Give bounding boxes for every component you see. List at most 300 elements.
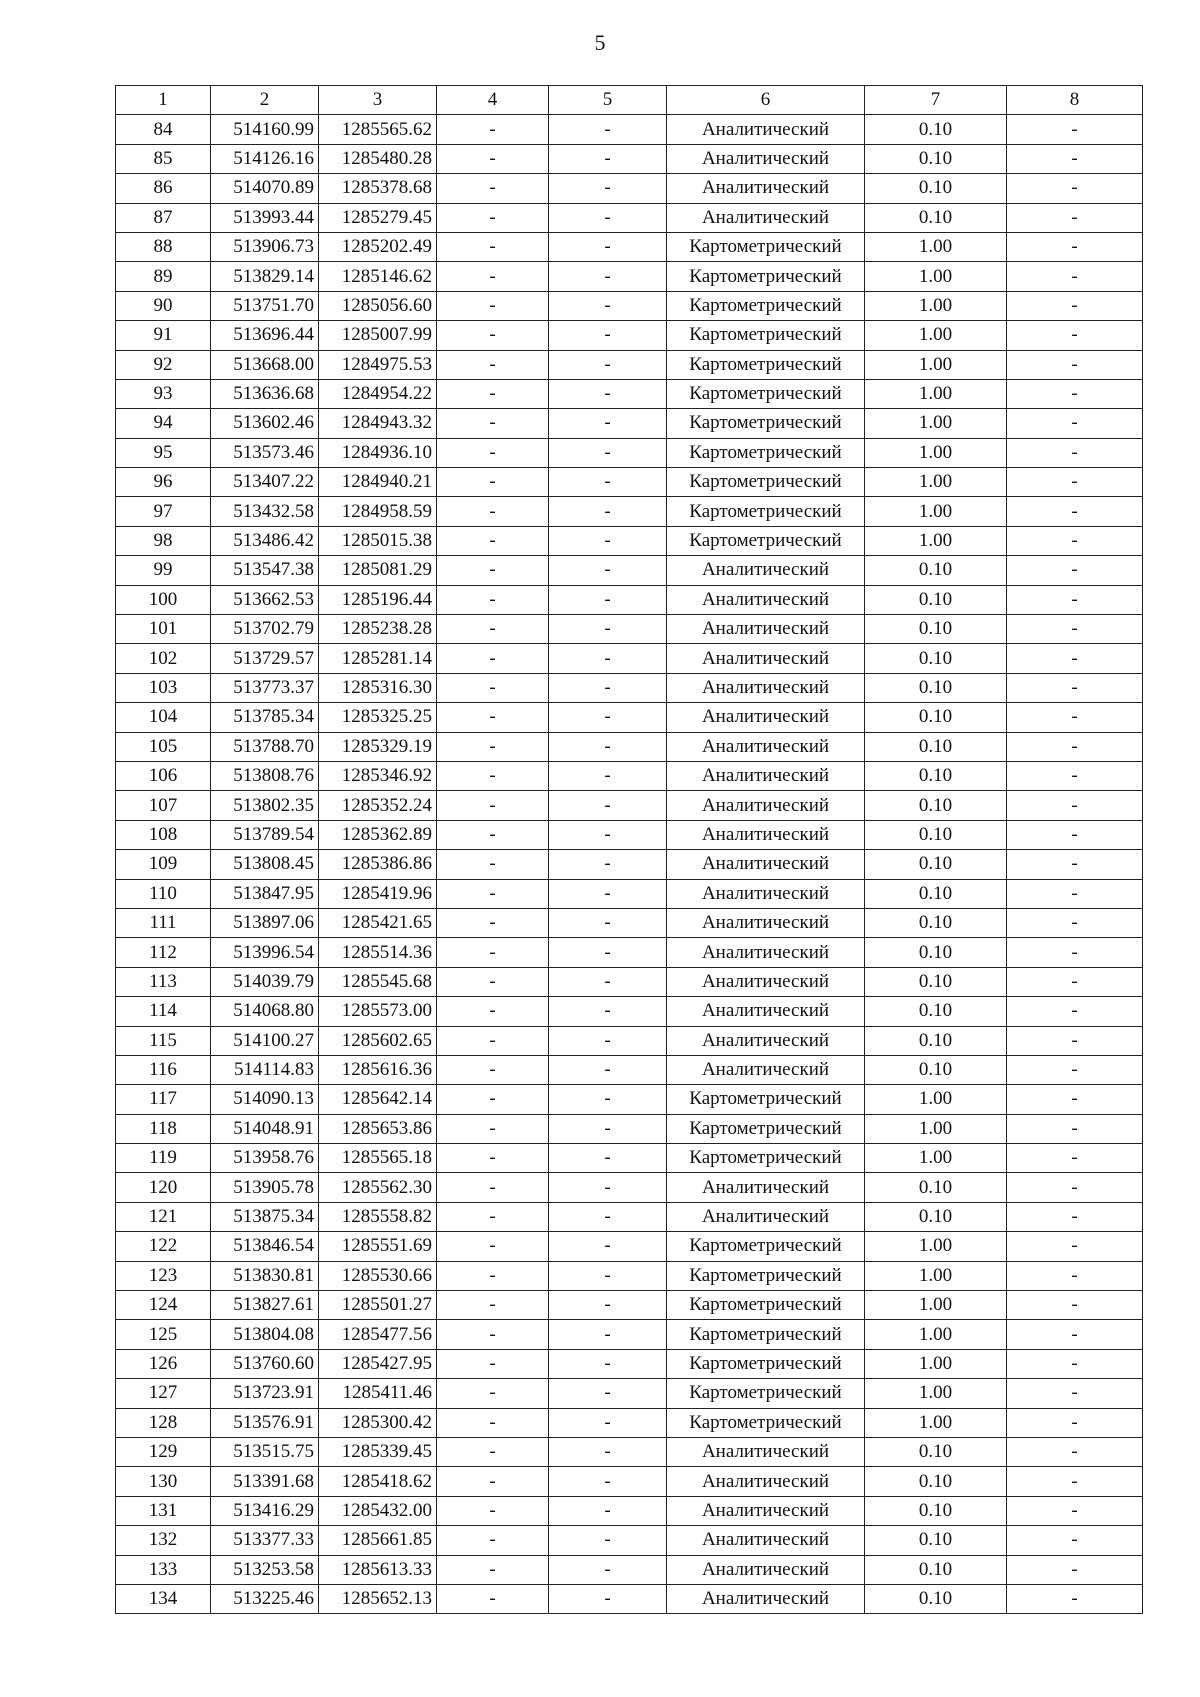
method-cell: Аналитический — [667, 703, 865, 732]
method-cell: Аналитический — [667, 673, 865, 702]
y-coordinate-cell: 1285545.68 — [319, 967, 437, 996]
column-8-cell: - — [1007, 761, 1143, 790]
method-cell: Картометрический — [667, 497, 865, 526]
column-header: 3 — [319, 86, 437, 115]
column-5-cell: - — [549, 1467, 667, 1496]
column-5-cell: - — [549, 732, 667, 761]
table-row — [116, 1055, 1143, 1084]
accuracy-cell: 0.10 — [865, 703, 1007, 732]
column-header: 8 — [1007, 86, 1143, 115]
table-row — [116, 615, 1143, 644]
column-8-cell: - — [1007, 1173, 1143, 1202]
column-8-cell: - — [1007, 1320, 1143, 1349]
column-8-cell: - — [1007, 585, 1143, 614]
column-4-cell: - — [437, 1114, 549, 1143]
column-5-cell: - — [549, 1379, 667, 1408]
column-8-cell: - — [1007, 791, 1143, 820]
x-coordinate-cell: 513751.70 — [211, 291, 319, 320]
method-cell: Аналитический — [667, 761, 865, 790]
column-8-cell: - — [1007, 879, 1143, 908]
column-4-cell: - — [437, 850, 549, 879]
column-8-cell: - — [1007, 1202, 1143, 1231]
point-number-cell: 119 — [116, 1144, 211, 1173]
point-number-cell: 125 — [116, 1320, 211, 1349]
column-8-cell: - — [1007, 1232, 1143, 1261]
point-number-cell: 127 — [116, 1379, 211, 1408]
column-5-cell: - — [549, 379, 667, 408]
x-coordinate-cell: 513875.34 — [211, 1202, 319, 1231]
table-row — [116, 703, 1143, 732]
x-coordinate-cell: 513407.22 — [211, 468, 319, 497]
table-row — [116, 497, 1143, 526]
y-coordinate-cell: 1285418.62 — [319, 1467, 437, 1496]
table-row — [116, 174, 1143, 203]
x-coordinate-cell: 513225.46 — [211, 1584, 319, 1613]
column-4-cell: - — [437, 1437, 549, 1466]
accuracy-cell: 1.00 — [865, 350, 1007, 379]
column-5-cell: - — [549, 438, 667, 467]
accuracy-cell: 1.00 — [865, 1261, 1007, 1290]
column-4-cell: - — [437, 379, 549, 408]
table-row — [116, 938, 1143, 967]
accuracy-cell: 0.10 — [865, 1496, 1007, 1525]
method-cell: Аналитический — [667, 850, 865, 879]
point-number-cell: 98 — [116, 526, 211, 555]
column-8-cell: - — [1007, 379, 1143, 408]
y-coordinate-cell: 1285530.66 — [319, 1261, 437, 1290]
x-coordinate-cell: 513958.76 — [211, 1144, 319, 1173]
x-coordinate-cell: 513773.37 — [211, 673, 319, 702]
method-cell: Картометрический — [667, 350, 865, 379]
column-5-cell: - — [549, 1085, 667, 1114]
accuracy-cell: 0.10 — [865, 820, 1007, 849]
coordinates-table — [115, 85, 1143, 1614]
accuracy-cell: 1.00 — [865, 321, 1007, 350]
column-4-cell: - — [437, 409, 549, 438]
column-8-cell: - — [1007, 1496, 1143, 1525]
point-number-cell: 115 — [116, 1026, 211, 1055]
column-5-cell: - — [549, 1408, 667, 1437]
column-4-cell: - — [437, 321, 549, 350]
column-5-cell: - — [549, 850, 667, 879]
x-coordinate-cell: 513547.38 — [211, 556, 319, 585]
x-coordinate-cell: 513785.34 — [211, 703, 319, 732]
point-number-cell: 128 — [116, 1408, 211, 1437]
x-coordinate-cell: 513432.58 — [211, 497, 319, 526]
point-number-cell: 100 — [116, 585, 211, 614]
column-4-cell: - — [437, 115, 549, 144]
column-5-cell: - — [549, 879, 667, 908]
column-5-cell: - — [549, 585, 667, 614]
point-number-cell: 111 — [116, 908, 211, 937]
accuracy-cell: 0.10 — [865, 879, 1007, 908]
accuracy-cell: 1.00 — [865, 1349, 1007, 1378]
x-coordinate-cell: 513515.75 — [211, 1437, 319, 1466]
column-4-cell: - — [437, 556, 549, 585]
x-coordinate-cell: 513830.81 — [211, 1261, 319, 1290]
x-coordinate-cell: 514126.16 — [211, 144, 319, 173]
y-coordinate-cell: 1285653.86 — [319, 1114, 437, 1143]
point-number-cell: 126 — [116, 1349, 211, 1378]
method-cell: Аналитический — [667, 115, 865, 144]
point-number-cell: 107 — [116, 791, 211, 820]
accuracy-cell: 0.10 — [865, 1202, 1007, 1231]
x-coordinate-cell: 513808.76 — [211, 761, 319, 790]
x-coordinate-cell: 514070.89 — [211, 174, 319, 203]
column-4-cell: - — [437, 644, 549, 673]
x-coordinate-cell: 514090.13 — [211, 1085, 319, 1114]
column-4-cell: - — [437, 615, 549, 644]
point-number-cell: 90 — [116, 291, 211, 320]
method-cell: Аналитический — [667, 1437, 865, 1466]
accuracy-cell: 1.00 — [865, 1379, 1007, 1408]
point-number-cell: 102 — [116, 644, 211, 673]
point-number-cell: 85 — [116, 144, 211, 173]
x-coordinate-cell: 514068.80 — [211, 997, 319, 1026]
method-cell: Аналитический — [667, 1584, 865, 1613]
column-5-cell: - — [549, 791, 667, 820]
method-cell: Аналитический — [667, 1555, 865, 1584]
column-4-cell: - — [437, 438, 549, 467]
y-coordinate-cell: 1285432.00 — [319, 1496, 437, 1525]
y-coordinate-cell: 1285514.36 — [319, 938, 437, 967]
column-4-cell: - — [437, 497, 549, 526]
column-8-cell: - — [1007, 850, 1143, 879]
x-coordinate-cell: 514048.91 — [211, 1114, 319, 1143]
column-8-cell: - — [1007, 732, 1143, 761]
method-cell: Аналитический — [667, 615, 865, 644]
table-row — [116, 262, 1143, 291]
column-5-cell: - — [549, 1202, 667, 1231]
x-coordinate-cell: 514039.79 — [211, 967, 319, 996]
table-row — [116, 321, 1143, 350]
table-header-row — [116, 86, 1143, 115]
method-cell: Картометрический — [667, 1232, 865, 1261]
method-cell: Картометрический — [667, 1144, 865, 1173]
method-cell: Аналитический — [667, 879, 865, 908]
column-5-cell: - — [549, 673, 667, 702]
column-8-cell: - — [1007, 908, 1143, 937]
table-row — [116, 997, 1143, 1026]
point-number-cell: 133 — [116, 1555, 211, 1584]
accuracy-cell: 1.00 — [865, 232, 1007, 261]
point-number-cell: 108 — [116, 820, 211, 849]
method-cell: Картометрический — [667, 321, 865, 350]
x-coordinate-cell: 514160.99 — [211, 115, 319, 144]
y-coordinate-cell: 1285565.62 — [319, 115, 437, 144]
column-8-cell: - — [1007, 1026, 1143, 1055]
method-cell: Аналитический — [667, 144, 865, 173]
column-4-cell: - — [437, 879, 549, 908]
column-4-cell: - — [437, 1526, 549, 1555]
method-cell: Аналитический — [667, 1496, 865, 1525]
column-5-cell: - — [549, 1232, 667, 1261]
x-coordinate-cell: 514100.27 — [211, 1026, 319, 1055]
table-row — [116, 1085, 1143, 1114]
column-header: 1 — [116, 86, 211, 115]
table-row — [116, 203, 1143, 232]
accuracy-cell: 0.10 — [865, 938, 1007, 967]
point-number-cell: 109 — [116, 850, 211, 879]
point-number-cell: 122 — [116, 1232, 211, 1261]
y-coordinate-cell: 1284943.32 — [319, 409, 437, 438]
x-coordinate-cell: 513905.78 — [211, 1173, 319, 1202]
x-coordinate-cell: 513808.45 — [211, 850, 319, 879]
x-coordinate-cell: 513846.54 — [211, 1232, 319, 1261]
column-8-cell: - — [1007, 438, 1143, 467]
point-number-cell: 84 — [116, 115, 211, 144]
method-cell: Картометрический — [667, 526, 865, 555]
accuracy-cell: 0.10 — [865, 908, 1007, 937]
method-cell: Аналитический — [667, 997, 865, 1026]
x-coordinate-cell: 513636.68 — [211, 379, 319, 408]
y-coordinate-cell: 1285386.86 — [319, 850, 437, 879]
column-8-cell: - — [1007, 526, 1143, 555]
column-5-cell: - — [549, 497, 667, 526]
table-row — [116, 556, 1143, 585]
column-4-cell: - — [437, 967, 549, 996]
column-4-cell: - — [437, 350, 549, 379]
y-coordinate-cell: 1285661.85 — [319, 1526, 437, 1555]
column-5-cell: - — [549, 1437, 667, 1466]
method-cell: Аналитический — [667, 938, 865, 967]
x-coordinate-cell: 513760.60 — [211, 1349, 319, 1378]
accuracy-cell: 1.00 — [865, 438, 1007, 467]
table-row — [116, 1261, 1143, 1290]
column-8-cell: - — [1007, 615, 1143, 644]
column-8-cell: - — [1007, 203, 1143, 232]
column-8-cell: - — [1007, 997, 1143, 1026]
point-number-cell: 118 — [116, 1114, 211, 1143]
column-4-cell: - — [437, 791, 549, 820]
accuracy-cell: 1.00 — [865, 1408, 1007, 1437]
table-row — [116, 468, 1143, 497]
x-coordinate-cell: 513802.35 — [211, 791, 319, 820]
accuracy-cell: 1.00 — [865, 409, 1007, 438]
table-row — [116, 438, 1143, 467]
column-4-cell: - — [437, 1232, 549, 1261]
column-4-cell: - — [437, 1055, 549, 1084]
column-5-cell: - — [549, 203, 667, 232]
column-8-cell: - — [1007, 1055, 1143, 1084]
accuracy-cell: 0.10 — [865, 1555, 1007, 1584]
column-5-cell: - — [549, 1173, 667, 1202]
column-5-cell: - — [549, 908, 667, 937]
column-4-cell: - — [437, 703, 549, 732]
point-number-cell: 97 — [116, 497, 211, 526]
column-8-cell: - — [1007, 321, 1143, 350]
method-cell: Аналитический — [667, 203, 865, 232]
point-number-cell: 114 — [116, 997, 211, 1026]
table-row — [116, 673, 1143, 702]
y-coordinate-cell: 1285300.42 — [319, 1408, 437, 1437]
x-coordinate-cell: 513696.44 — [211, 321, 319, 350]
accuracy-cell: 1.00 — [865, 379, 1007, 408]
column-8-cell: - — [1007, 644, 1143, 673]
column-8-cell: - — [1007, 1379, 1143, 1408]
table-row — [116, 291, 1143, 320]
column-5-cell: - — [549, 761, 667, 790]
column-4-cell: - — [437, 997, 549, 1026]
table-row — [116, 1467, 1143, 1496]
column-5-cell: - — [549, 556, 667, 585]
method-cell: Аналитический — [667, 732, 865, 761]
point-number-cell: 88 — [116, 232, 211, 261]
table-row — [116, 1437, 1143, 1466]
y-coordinate-cell: 1285551.69 — [319, 1232, 437, 1261]
point-number-cell: 132 — [116, 1526, 211, 1555]
x-coordinate-cell: 513391.68 — [211, 1467, 319, 1496]
column-4-cell: - — [437, 1496, 549, 1525]
column-5-cell: - — [549, 967, 667, 996]
table-row — [116, 1584, 1143, 1613]
column-4-cell: - — [437, 938, 549, 967]
x-coordinate-cell: 513827.61 — [211, 1291, 319, 1320]
table-row — [116, 1320, 1143, 1349]
x-coordinate-cell: 513416.29 — [211, 1496, 319, 1525]
table-row — [116, 732, 1143, 761]
column-5-cell: - — [549, 1261, 667, 1290]
column-8-cell: - — [1007, 703, 1143, 732]
column-4-cell: - — [437, 1555, 549, 1584]
accuracy-cell: 0.10 — [865, 761, 1007, 790]
column-header: 7 — [865, 86, 1007, 115]
column-4-cell: - — [437, 1467, 549, 1496]
column-8-cell: - — [1007, 1114, 1143, 1143]
column-5-cell: - — [549, 409, 667, 438]
point-number-cell: 91 — [116, 321, 211, 350]
x-coordinate-cell: 513906.73 — [211, 232, 319, 261]
column-4-cell: - — [437, 144, 549, 173]
accuracy-cell: 0.10 — [865, 615, 1007, 644]
point-number-cell: 105 — [116, 732, 211, 761]
y-coordinate-cell: 1285501.27 — [319, 1291, 437, 1320]
method-cell: Картометрический — [667, 262, 865, 291]
column-8-cell: - — [1007, 1408, 1143, 1437]
method-cell: Картометрический — [667, 232, 865, 261]
method-cell: Аналитический — [667, 820, 865, 849]
column-8-cell: - — [1007, 556, 1143, 585]
method-cell: Картометрический — [667, 1085, 865, 1114]
table-row — [116, 644, 1143, 673]
method-cell: Аналитический — [667, 644, 865, 673]
column-5-cell: - — [549, 468, 667, 497]
point-number-cell: 124 — [116, 1291, 211, 1320]
point-number-cell: 112 — [116, 938, 211, 967]
column-5-cell: - — [549, 291, 667, 320]
column-5-cell: - — [549, 1114, 667, 1143]
column-4-cell: - — [437, 1261, 549, 1290]
accuracy-cell: 0.10 — [865, 1584, 1007, 1613]
column-5-cell: - — [549, 1496, 667, 1525]
y-coordinate-cell: 1285558.82 — [319, 1202, 437, 1231]
column-4-cell: - — [437, 585, 549, 614]
table-row — [116, 908, 1143, 937]
accuracy-cell: 0.10 — [865, 644, 1007, 673]
point-number-cell: 93 — [116, 379, 211, 408]
y-coordinate-cell: 1285352.24 — [319, 791, 437, 820]
point-number-cell: 106 — [116, 761, 211, 790]
x-coordinate-cell: 513993.44 — [211, 203, 319, 232]
table-row — [116, 791, 1143, 820]
table-row — [116, 879, 1143, 908]
table-row — [116, 1379, 1143, 1408]
y-coordinate-cell: 1285146.62 — [319, 262, 437, 291]
column-8-cell: - — [1007, 1291, 1143, 1320]
column-8-cell: - — [1007, 1584, 1143, 1613]
y-coordinate-cell: 1284936.10 — [319, 438, 437, 467]
point-number-cell: 121 — [116, 1202, 211, 1231]
accuracy-cell: 0.10 — [865, 732, 1007, 761]
column-header: 4 — [437, 86, 549, 115]
column-8-cell: - — [1007, 820, 1143, 849]
point-number-cell: 94 — [116, 409, 211, 438]
column-4-cell: - — [437, 1202, 549, 1231]
column-8-cell: - — [1007, 1349, 1143, 1378]
accuracy-cell: 0.10 — [865, 1055, 1007, 1084]
accuracy-cell: 0.10 — [865, 203, 1007, 232]
y-coordinate-cell: 1285007.99 — [319, 321, 437, 350]
column-8-cell: - — [1007, 497, 1143, 526]
accuracy-cell: 1.00 — [865, 1320, 1007, 1349]
column-8-cell: - — [1007, 1437, 1143, 1466]
column-8-cell: - — [1007, 1261, 1143, 1290]
column-4-cell: - — [437, 1144, 549, 1173]
method-cell: Аналитический — [667, 1173, 865, 1202]
accuracy-cell: 0.10 — [865, 115, 1007, 144]
accuracy-cell: 1.00 — [865, 1114, 1007, 1143]
y-coordinate-cell: 1285378.68 — [319, 174, 437, 203]
point-number-cell: 87 — [116, 203, 211, 232]
point-number-cell: 130 — [116, 1467, 211, 1496]
accuracy-cell: 0.10 — [865, 791, 1007, 820]
y-coordinate-cell: 1285339.45 — [319, 1437, 437, 1466]
y-coordinate-cell: 1285056.60 — [319, 291, 437, 320]
table-row — [116, 1526, 1143, 1555]
point-number-cell: 123 — [116, 1261, 211, 1290]
y-coordinate-cell: 1285411.46 — [319, 1379, 437, 1408]
column-8-cell: - — [1007, 262, 1143, 291]
table-row — [116, 1232, 1143, 1261]
column-5-cell: - — [549, 615, 667, 644]
column-8-cell: - — [1007, 1555, 1143, 1584]
table-row — [116, 1408, 1143, 1437]
y-coordinate-cell: 1285279.45 — [319, 203, 437, 232]
x-coordinate-cell: 513702.79 — [211, 615, 319, 644]
column-5-cell: - — [549, 820, 667, 849]
y-coordinate-cell: 1285362.89 — [319, 820, 437, 849]
method-cell: Аналитический — [667, 1055, 865, 1084]
y-coordinate-cell: 1284975.53 — [319, 350, 437, 379]
accuracy-cell: 1.00 — [865, 1144, 1007, 1173]
column-5-cell: - — [549, 1526, 667, 1555]
x-coordinate-cell: 513996.54 — [211, 938, 319, 967]
method-cell: Аналитический — [667, 174, 865, 203]
y-coordinate-cell: 1285081.29 — [319, 556, 437, 585]
x-coordinate-cell: 513789.54 — [211, 820, 319, 849]
accuracy-cell: 1.00 — [865, 468, 1007, 497]
accuracy-cell: 1.00 — [865, 1291, 1007, 1320]
column-4-cell: - — [437, 262, 549, 291]
y-coordinate-cell: 1285652.13 — [319, 1584, 437, 1613]
table-row — [116, 967, 1143, 996]
column-4-cell: - — [437, 1291, 549, 1320]
y-coordinate-cell: 1285316.30 — [319, 673, 437, 702]
accuracy-cell: 1.00 — [865, 1232, 1007, 1261]
accuracy-cell: 0.10 — [865, 1526, 1007, 1555]
column-5-cell: - — [549, 1055, 667, 1084]
column-header: 2 — [211, 86, 319, 115]
